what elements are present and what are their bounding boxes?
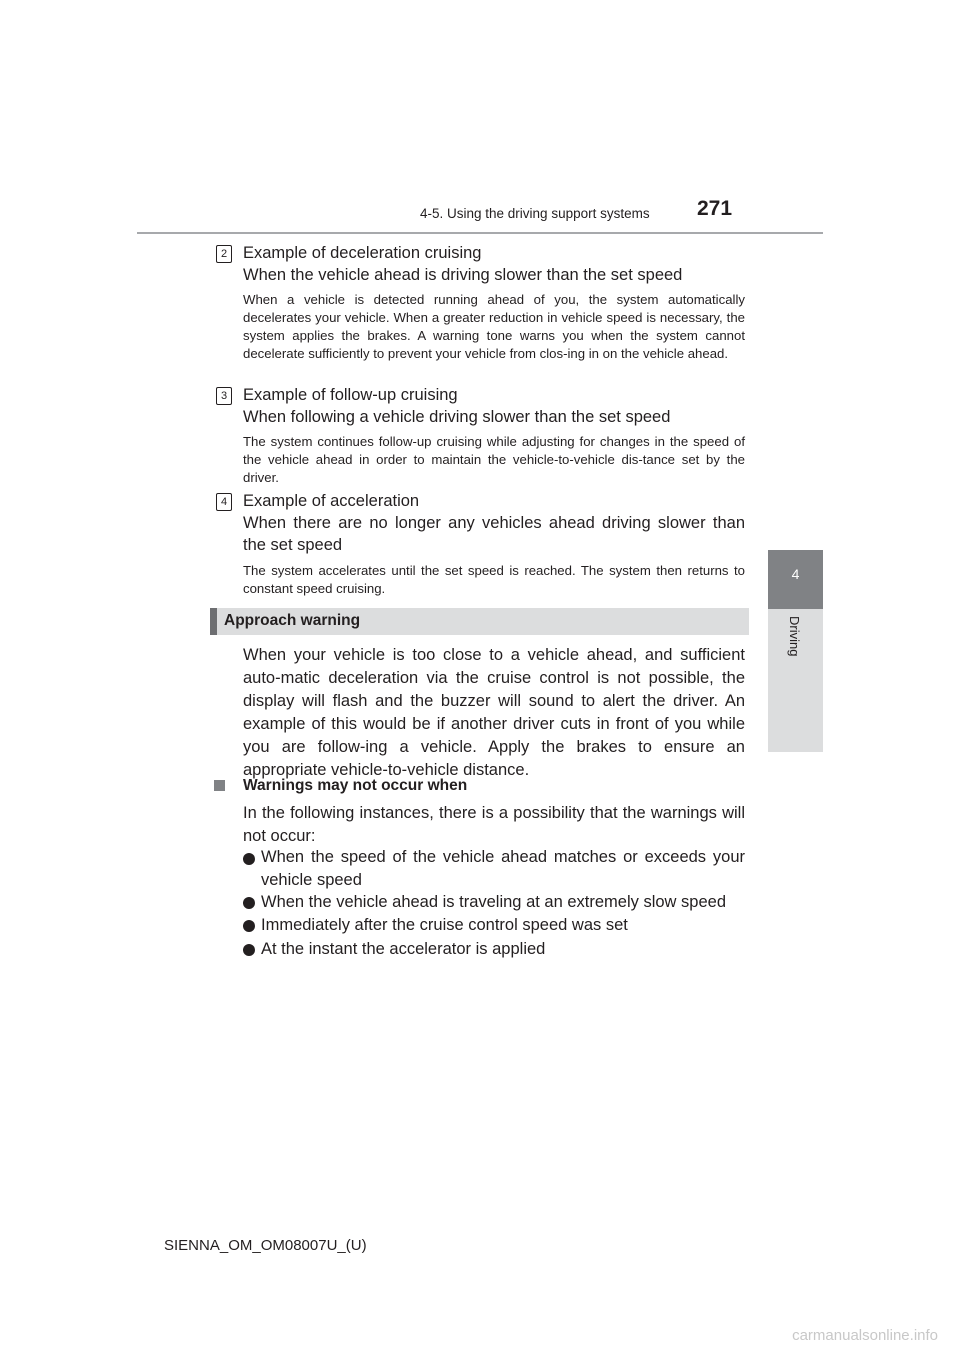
chapter-number: 4 <box>791 566 800 582</box>
item-heading <box>243 384 745 428</box>
section-title: 4-5. Using the driving support systems <box>420 206 650 221</box>
item-number-badge: 4 <box>216 493 232 511</box>
subsection-title: Warnings may not occur when <box>243 777 468 794</box>
item-number-badge: 2 <box>216 245 232 263</box>
subsection-intro: In the following instances, there is a possibility that the warnings will not occur: <box>243 804 745 845</box>
bullet-item: When the speed of the vehicle ahead matches or exceeds your vehicle speed <box>261 848 745 889</box>
bullet-icon <box>243 920 255 932</box>
item-heading-line: When there are no longer any vehicles ahead driving slower than the set speed <box>243 514 745 554</box>
section-banner-title: Approach warning <box>224 612 361 629</box>
bullet-icon <box>243 944 255 956</box>
item-heading-line: Example of deceleration cruising <box>243 244 482 262</box>
section-banner-accent <box>210 608 217 635</box>
bullet-item: When the vehicle ahead is traveling at an extremely slow speed <box>261 893 727 911</box>
item-heading <box>243 242 745 286</box>
bullet-item: Immediately after the cruise control speed was set <box>261 916 628 934</box>
document-code: SIENNA_OM_OM08007U_(U) <box>164 1237 367 1254</box>
item-heading-line: When the vehicle ahead is driving slower than the set speed <box>243 266 683 284</box>
item-description: The system continues follow-up cruising while adjusting for changes in the speed of the vehicle ahead in order to maintain the vehicle-to-vehicle dis-tance set by the driver. <box>243 434 745 485</box>
item-number-badge: 3 <box>216 387 232 405</box>
header-divider <box>137 232 823 234</box>
chapter-label: Driving <box>787 616 802 657</box>
item-heading-line: Example of follow-up cruising <box>243 386 458 404</box>
item-heading-line: Example of acceleration <box>243 492 420 510</box>
item-heading <box>243 490 745 556</box>
approach-warning-paragraph: When your vehicle is too close to a vehicle ahead, and sufficient auto-matic deceleration via the cruise control is not possible, the display will flash and the buzzer will sound to alert the driver. An example of this would be if another driver cuts in front of you while you are follow-ing a vehicle. Apply the brakes to ensure an appropriate vehicle-to-vehicle distance. <box>243 646 745 779</box>
square-bullet-icon <box>214 780 225 791</box>
page-number: 271 <box>697 197 733 220</box>
watermark: carmanualsonline.info <box>792 1327 938 1344</box>
item-description: When a vehicle is detected running ahead of you, the system automatically decelerates your vehicle. When a greater reduction in vehicle speed is necessary, the system applies the brakes. A warning tone warns you when the system cannot decelerate sufficiently to prevent your vehicle from clos-ing in on the vehicle ahead. <box>243 292 745 361</box>
bullet-item: At the instant the accelerator is applied <box>261 940 546 958</box>
bullet-icon <box>243 897 255 909</box>
item-heading-line: When following a vehicle driving slower than the set speed <box>243 408 671 426</box>
item-description: The system accelerates until the set speed is reached. The system then returns to constant speed cruising. <box>243 563 745 596</box>
bullet-icon <box>243 853 255 865</box>
